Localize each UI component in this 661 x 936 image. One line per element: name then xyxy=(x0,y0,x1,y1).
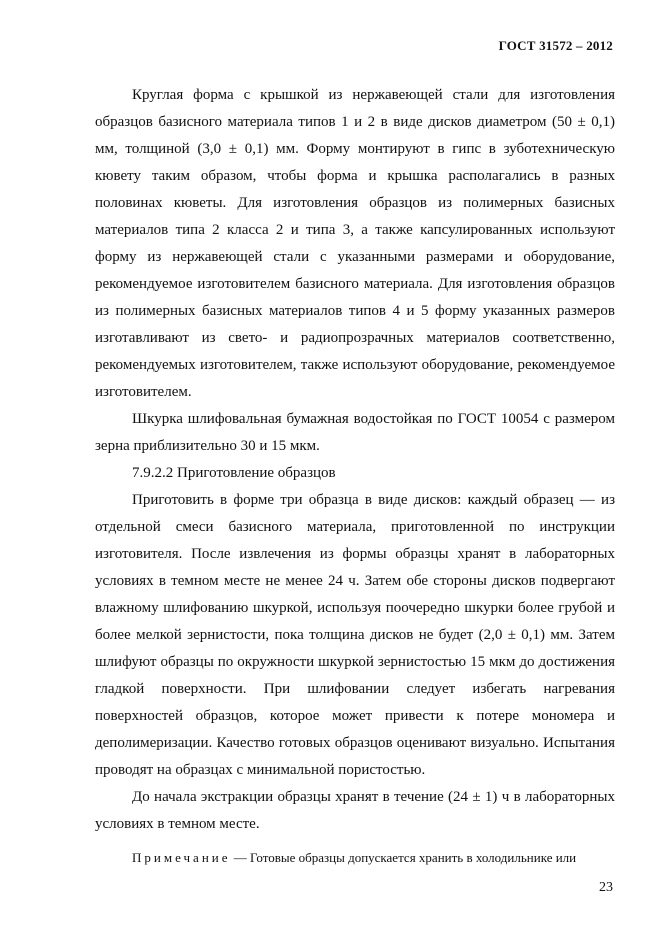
document-standard-header: ГОСТ 31572 – 2012 xyxy=(498,38,613,53)
note-text: — Готовые образцы допускается хранить в холодильнике или xyxy=(230,850,577,865)
paragraph-sample-preparation: Приготовить в форме три образца в виде дисков: каждый образец — из отдельной смеси базисного материала, приготовленной по инструкции изготовителя. После извлечения из формы образцы хранят в лабораторных условиях в темном месте не менее 24 ч. Затем обе стороны дисков подвергают влажному шлифованию шкуркой, используя поочередно шкурки более грубой и более мелкой зернистости, пока толщина дисков не будет (2,0 ± 0,1) мм. Затем шлифуют образцы по окружности шкуркой зернистостью 15 мкм до достижения гладкой поверхности. При шлифовании следует избегать нагревания поверхностей образцов, которое может привести к потере мономера и деполимеризации. Качество готовых образцов оценивают визуально. Испытания проводят на образцах с минимальной пористостью. xyxy=(95,492,615,778)
paragraph-sandpaper: Шкурка шлифовальная бумажная водостойкая по ГОСТ 10054 с размером зерна приблизительно 30 и 15 мкм. xyxy=(95,411,615,454)
note-label: Примечание xyxy=(132,850,231,865)
section-heading: 7.9.2.2 Приготовление образцов xyxy=(132,465,336,481)
note-paragraph xyxy=(95,846,615,870)
page-number: 23 xyxy=(599,880,613,895)
document-body xyxy=(95,82,615,870)
paragraph-mold-description: Круглая форма с крышкой из нержавеющей стали для изготовления образцов базисного материала типов 1 и 2 в виде дисков диаметром (50 ± 0,1) мм, толщиной (3,0 ± 0,1) мм. Форму монтируют в гипс в зуботехническую кювету таким образом, чтобы форма и крышка располагались в разных половинах кюветы. Для изготовления образцов из полимерных базисных материалов типа 2 класса 2 и типа 3, а также капсулированных используют форму из нержавеющей стали с указанными размерами и оборудование, рекомендуемое изготовителем базисного материала. Для изготовления образцов из полимерных базисных материалов типов 4 и 5 форму указанных размеров изготавливают из свето- и радиопрозрачных материалов соответственно, рекомендуемых изготовителем, также используют оборудование, рекомендуемое изготовителем. xyxy=(95,87,615,400)
paragraph-storage: До начала экстракции образцы хранят в течение (24 ± 1) ч в лабораторных условиях в темном месте. xyxy=(95,789,615,832)
